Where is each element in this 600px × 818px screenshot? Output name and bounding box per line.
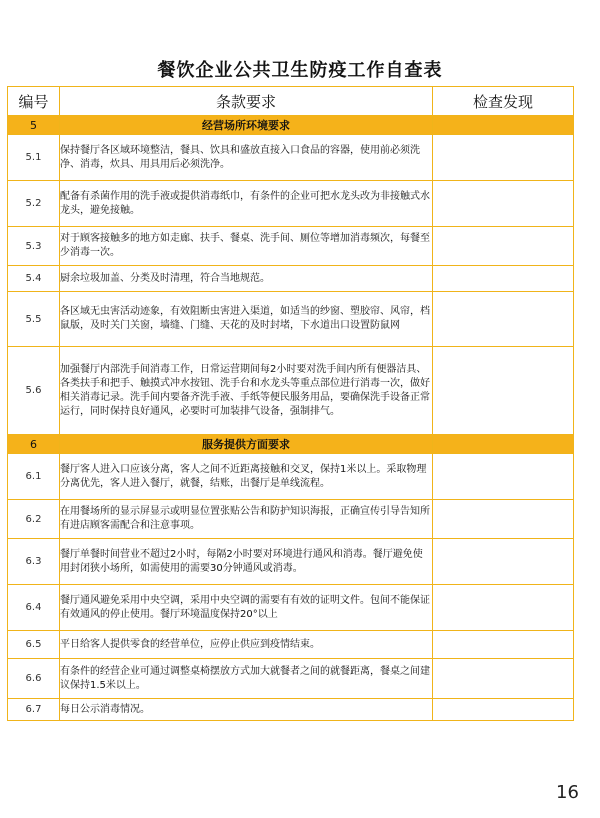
table-row xyxy=(8,585,574,631)
row-check-cell[interactable] xyxy=(433,500,574,539)
table-row xyxy=(8,347,574,435)
row-clause: 对于顾客接触多的地方如走廊、扶手、餐桌、洗手间、厕位等增加消毒频次，每餐至少消毒一次。 xyxy=(60,227,433,266)
table-row xyxy=(8,659,574,699)
row-clause: 餐厅单餐时间营业不超过2小时，每隔2小时要对环境进行通风和消毒。餐厅避免使用封闭狭小场所，如需使用的需要30分钟通风或消毒。 xyxy=(60,539,433,585)
row-check-cell[interactable] xyxy=(433,539,574,585)
table-row xyxy=(8,181,574,227)
column-header-clause: 条款要求 xyxy=(60,87,433,116)
row-number: 6.4 xyxy=(8,585,60,631)
checklist-table xyxy=(7,86,574,721)
section-number: 5 xyxy=(8,116,60,135)
row-clause: 每日公示消毒情况。 xyxy=(60,699,433,721)
table-row xyxy=(8,539,574,585)
row-clause: 保持餐厅各区域环境整洁，餐具、饮具和盛放直接入口食品的容器，使用前必须洗净、消毒，炊具、用具用后必须洗净。 xyxy=(60,135,433,181)
table-row xyxy=(8,454,574,500)
table-row xyxy=(8,631,574,659)
row-clause: 各区域无虫害活动迹象，有效阻断虫害进入渠道，如适当的纱窗、塑胶帘、风帘，档鼠版，及时关门关窗，墙缝、门缝、天花的及时封堵，下水道出口设置防鼠网 xyxy=(60,292,433,347)
row-clause: 餐厅通风避免采用中央空调，采用中央空调的需要有有效的证明文件。包间不能保证有效通风的停止使用。餐厅环境温度保持20°以上 xyxy=(60,585,433,631)
row-check-cell[interactable] xyxy=(433,135,574,181)
row-clause: 厨余垃圾加盖、分类及时清理，符合当地规范。 xyxy=(60,266,433,292)
row-clause: 餐厅客人进入口应该分离，客人之间不近距离接触和交叉，保持1米以上。采取物理分离优先，客人进入餐厅，就餐，结账，出餐厅是单线流程。 xyxy=(60,454,433,500)
row-number: 5.1 xyxy=(8,135,60,181)
column-header-check: 检查发现 xyxy=(433,87,574,116)
row-check-cell[interactable] xyxy=(433,585,574,631)
row-check-cell[interactable] xyxy=(433,181,574,227)
row-number: 5.4 xyxy=(8,266,60,292)
table-row xyxy=(8,227,574,266)
section-blank xyxy=(433,435,574,454)
row-number: 5.6 xyxy=(8,347,60,435)
row-number: 6.7 xyxy=(8,699,60,721)
row-number: 6.3 xyxy=(8,539,60,585)
row-clause: 平日给客人提供零食的经营单位，应停止供应到疫情结束。 xyxy=(60,631,433,659)
row-clause: 在用餐场所的显示屏显示或明显位置张贴公告和防护知识海报，正确宣传引导告知所有进店顾客需配合和注意事项。 xyxy=(60,500,433,539)
row-number: 6.2 xyxy=(8,500,60,539)
section-number: 6 xyxy=(8,435,60,454)
row-check-cell[interactable] xyxy=(433,699,574,721)
table-row xyxy=(8,699,574,721)
table-row xyxy=(8,292,574,347)
document-title: 餐饮企业公共卫生防疫工作自查表 xyxy=(157,60,443,81)
row-check-cell[interactable] xyxy=(433,631,574,659)
row-number: 6.6 xyxy=(8,659,60,699)
table-row xyxy=(8,266,574,292)
row-check-cell[interactable] xyxy=(433,347,574,435)
section-title: 经营场所环境要求 xyxy=(60,116,433,135)
row-clause: 加强餐厅内部洗手间消毒工作，日常运营期间每2小时要对洗手间内所有便器洁具、各类扶手和把手、触摸式冲水按钮、洗手台和水龙头等重点部位进行消毒一次，做好相关消毒记录。洗手间内要备齐洗手液、手纸等便民服务用品，要确保洗手设备正常运行，同时保持良好通风，必要时可加装排气设备，强制排气。 xyxy=(60,347,433,435)
table-row xyxy=(8,500,574,539)
section-row xyxy=(8,116,574,135)
row-number: 5.3 xyxy=(8,227,60,266)
table-header-row xyxy=(8,87,574,116)
row-number: 5.2 xyxy=(8,181,60,227)
row-number: 5.5 xyxy=(8,292,60,347)
section-row xyxy=(8,435,574,454)
section-title: 服务提供方面要求 xyxy=(60,435,433,454)
section-blank xyxy=(433,116,574,135)
row-clause: 配备有杀菌作用的洗手液或提供消毒纸巾，有条件的企业可把水龙头改为非接触式水龙头，避免接触。 xyxy=(60,181,433,227)
column-header-no: 编号 xyxy=(8,87,60,116)
row-check-cell[interactable] xyxy=(433,227,574,266)
row-number: 6.5 xyxy=(8,631,60,659)
row-check-cell[interactable] xyxy=(433,292,574,347)
row-check-cell[interactable] xyxy=(433,454,574,500)
page-number: 16 xyxy=(556,782,579,803)
row-number: 6.1 xyxy=(8,454,60,500)
row-check-cell[interactable] xyxy=(433,659,574,699)
row-clause: 有条件的经营企业可通过调整桌椅摆放方式加大就餐者之间的就餐距离，餐桌之间建议保持1.5米以上。 xyxy=(60,659,433,699)
table-row xyxy=(8,135,574,181)
row-check-cell[interactable] xyxy=(433,266,574,292)
